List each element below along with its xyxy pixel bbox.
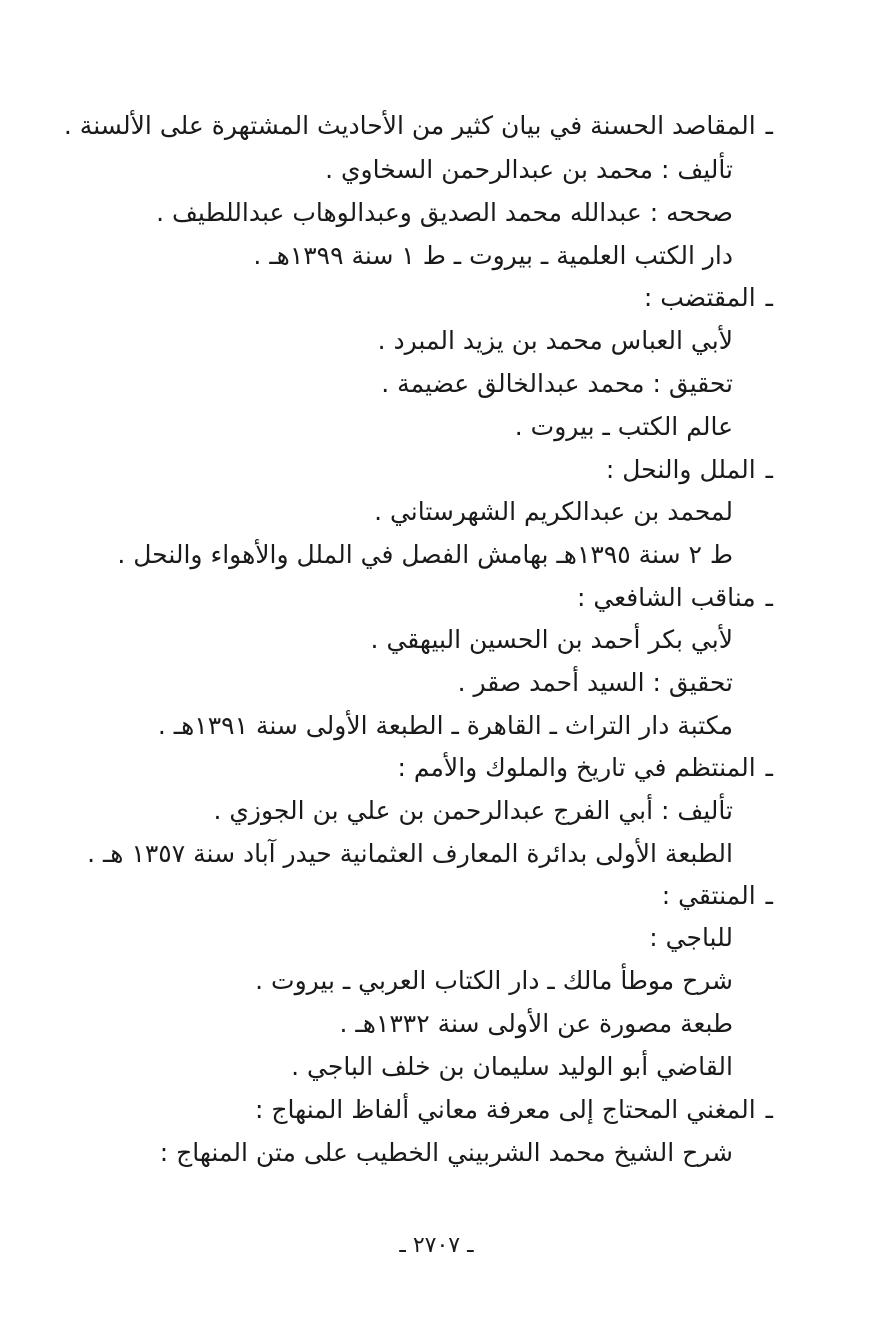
entry-dash: ـ: [765, 881, 773, 910]
entry-dash: ـ: [765, 1095, 773, 1124]
entry-dash: ـ: [765, 283, 773, 312]
entry-line: لمحمد بن عبدالكريم الشهرستاني .: [374, 497, 733, 526]
entry-line: شرح موطأ مالك ـ دار الكتاب العربي ـ بيروت .: [255, 966, 733, 995]
entry-title-text: مناقب الشافعي :: [576, 583, 756, 612]
entry-title: [398, 748, 773, 788]
entry-title-text: الملل والنحل :: [605, 455, 756, 484]
entry-title: [64, 106, 773, 146]
entry-line: تحقيق : السيد أحمد صقر .: [457, 668, 733, 697]
entry-title: [662, 876, 773, 916]
entry-title-text: المقتضب :: [643, 283, 756, 312]
entry-title: [577, 578, 773, 618]
entry-line: الطبعة الأولى بدائرة المعارف العثمانية حيدر آباد سنة ١٣٥٧ هـ .: [87, 839, 733, 868]
entry-title: [606, 450, 773, 490]
entry-line: دار الكتب العلمية ـ بيروت ـ ط ١ سنة ١٣٩٩هـ .: [253, 241, 733, 270]
entry-title-text: المنتظم في تاريخ والملوك والأمم :: [397, 753, 756, 782]
entry-line: لأبي العباس محمد بن يزيد المبرد .: [377, 326, 733, 355]
entry-title: [255, 1090, 773, 1130]
entry-title: [644, 278, 773, 318]
entry-line: للباجي :: [649, 923, 733, 952]
entry-line: عالم الكتب ـ بيروت .: [514, 412, 733, 441]
entry-dash: ـ: [765, 455, 773, 484]
entry-line: مكتبة دار التراث ـ القاهرة ـ الطبعة الأولى سنة ١٣٩١هـ .: [157, 711, 733, 740]
entry-line: ط ٢ سنة ١٣٩٥هـ بهامش الفصل في الملل والأهواء والنحل .: [117, 540, 733, 569]
entry-dash: ـ: [765, 753, 773, 782]
entry-line: تأليف : أبي الفرج عبدالرحمن بن علي بن الجوزي .: [213, 796, 733, 825]
entry-title-text: المغني المحتاج إلى معرفة معاني ألفاظ المنهاج :: [255, 1095, 756, 1124]
entry-line: صححه : عبدالله محمد الصديق وعبدالوهاب عبداللطيف .: [156, 198, 733, 227]
entry-line: شرح الشيخ محمد الشربيني الخطيب على متن المنهاج :: [159, 1138, 733, 1167]
entry-title-text: المنتقي :: [661, 881, 756, 910]
entry-dash: ـ: [765, 583, 773, 612]
entry-line: لأبي بكر أحمد بن الحسين البيهقي .: [370, 625, 733, 654]
entry-dash: ـ: [765, 111, 773, 140]
page-number: ـ ٢٧٠٧ ـ: [399, 1233, 474, 1258]
entry-line: تأليف : محمد بن عبدالرحمن السخاوي .: [325, 155, 733, 184]
entry-line: طبعة مصورة عن الأولى سنة ١٣٣٢هـ .: [339, 1009, 733, 1038]
entry-line: القاضي أبو الوليد سليمان بن خلف الباجي .: [291, 1052, 733, 1081]
entry-line: تحقيق : محمد عبدالخالق عضيمة .: [381, 369, 733, 398]
entry-title-text: المقاصد الحسنة في بيان كثير من الأحاديث المشتهرة على الألسنة .: [63, 111, 756, 140]
